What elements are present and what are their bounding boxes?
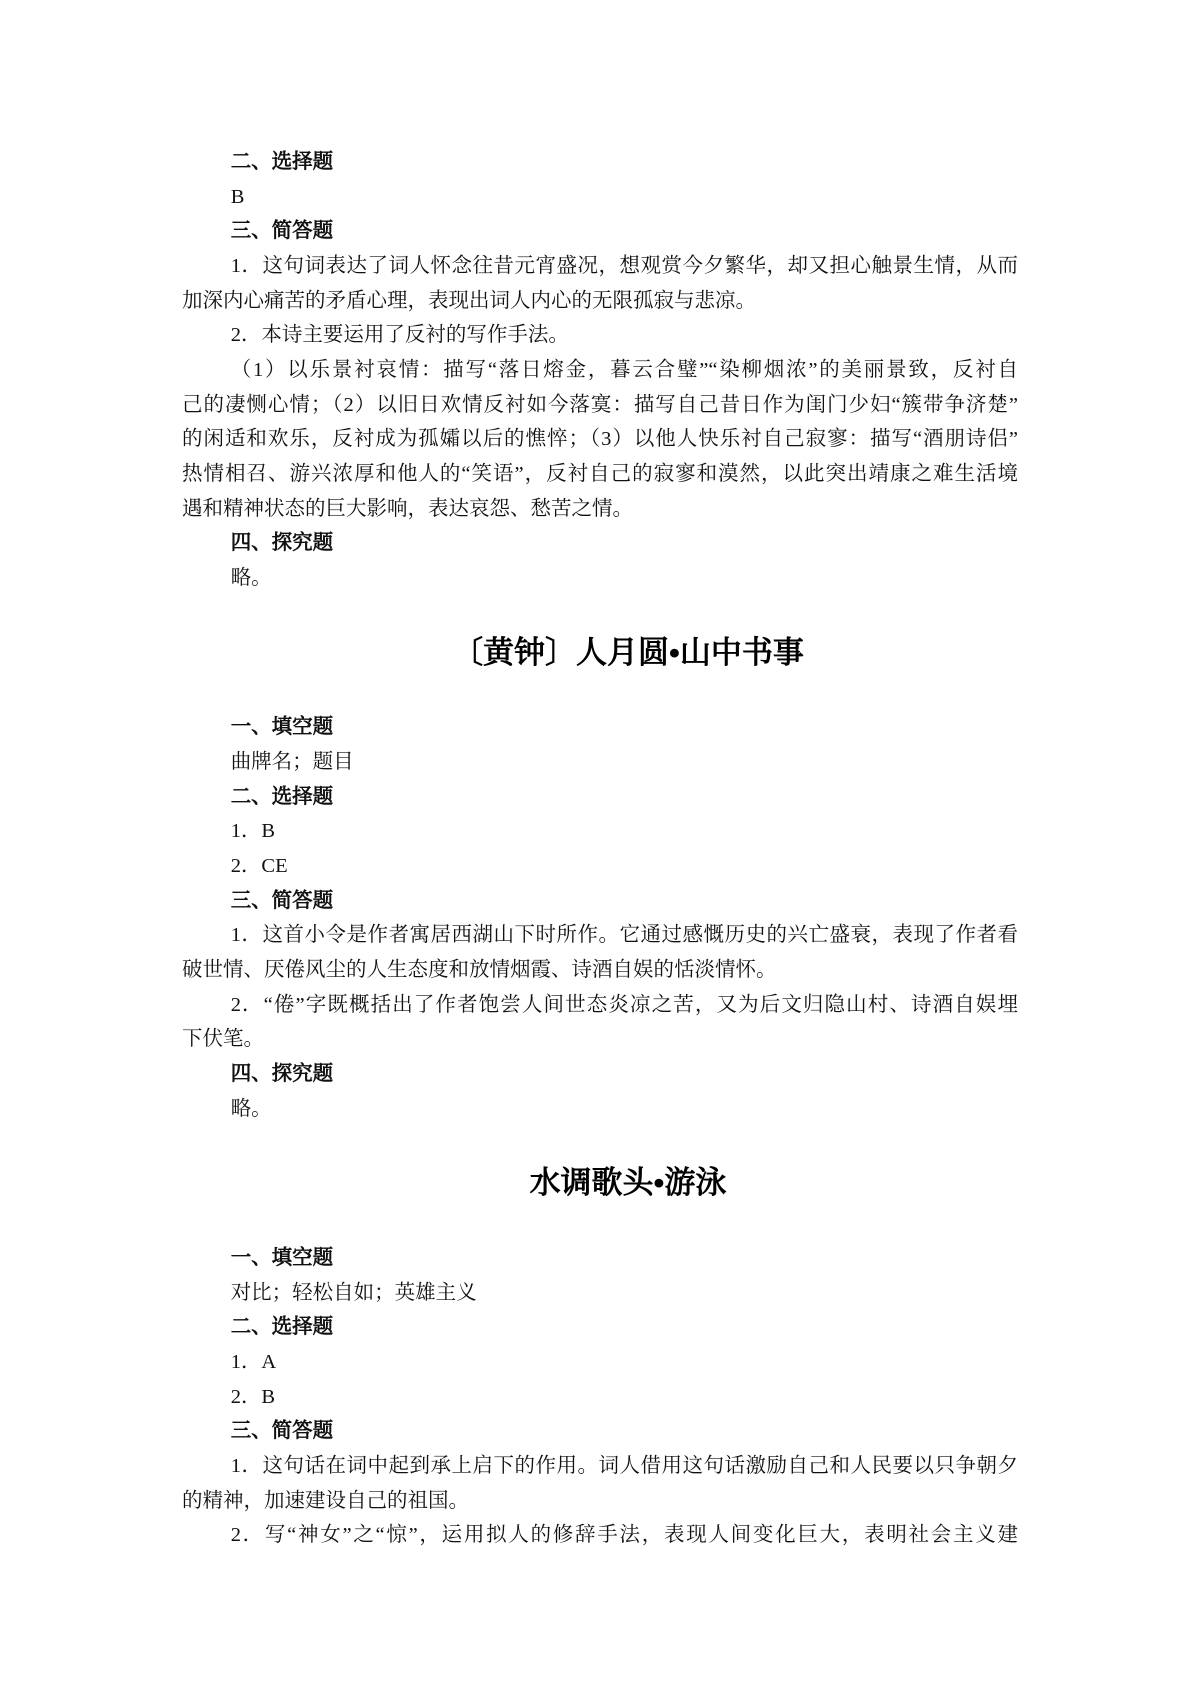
paragraph-line: 破世情、厌倦风尘的人生态度和放情烟霞、诗酒自娱的恬淡情怀。 [182,958,777,981]
answer-paragraph [182,1518,1018,1553]
answer-line: 略。 [230,1097,272,1120]
paragraph-line: 的闲适和欢乐，反衬成为孤孀以后的憔悴；（3）以他人快乐衬自己寂寥：描写“酒朋诗侣” [182,428,1018,451]
section-heading: 三、简答题 [230,1420,334,1443]
section-heading: 一、填空题 [230,716,334,739]
section-heading: 三、简答题 [230,889,334,912]
paragraph-line: 1．这句话在词中起到承上启下的作用。词人借用这句话激励自己和人民要以只争朝夕 [230,1454,1018,1477]
answer-line: B [230,185,245,208]
paragraph-line: 遇和精神状态的巨大影响，表达哀怨、愁苦之情。 [182,497,633,520]
answer-paragraph [182,918,1018,987]
paragraph-line: 热情相召、游兴浓厚和他人的“笑语”，反衬自己的寂寥和漠然，以此突出靖康之难生活境 [182,462,1018,485]
answer-line: 1．B [230,820,276,843]
answer-paragraph [182,249,1018,318]
answer-line: 曲牌名；题目 [230,750,354,773]
section-heading: 二、选择题 [230,785,334,808]
answer-paragraph [182,353,1018,526]
document-body [182,145,1018,1553]
section-title: 水调歌头•游泳 [529,1165,727,1201]
paragraph-line: 加深内心痛苦的矛盾心理，表现出词人内心的无限孤寂与悲凉。 [182,289,756,312]
paragraph-line: 1．这首小令是作者寓居西湖山下时所作。它通过感慨历史的兴亡盛衰，表现了作者看 [230,924,1018,947]
paragraph-line: 1．这句词表达了词人怀念往昔元宵盛况，想观赏今夕繁华，却又担心触景生情，从而 [230,254,1018,277]
section-heading: 四、探究题 [230,1062,334,1085]
paragraph-line: 2．本诗主要运用了反衬的写作手法。 [230,324,569,347]
section-heading: 一、填空题 [230,1247,334,1269]
section-heading: 二、选择题 [230,151,334,173]
paragraph-line: 2．写“神女”之“惊”，运用拟人的修辞手法，表现人间变化巨大，表明社会主义建 [230,1524,1018,1547]
paragraph-line: 己的凄恻心情；（2）以旧日欢情反衬如今落寞：描写自己昔日作为闺门少妇“簇带争济楚” [182,393,1018,416]
answer-line: 略。 [230,566,272,589]
answer-section [182,145,1018,596]
answer-line: 对比；轻松自如；英雄主义 [230,1281,477,1304]
section-heading: 二、选择题 [230,1316,334,1339]
paragraph-line: 下伏笔。 [182,1028,264,1051]
answer-section [182,1126,1018,1553]
answer-line: 2．CE [230,854,288,877]
answer-line: 1．A [230,1350,277,1373]
answer-section [182,596,1018,1127]
answer-line: 2．B [230,1385,276,1408]
paragraph-line: （1）以乐景衬哀情：描写“落日熔金，暮云合璧”“染柳烟浓”的美丽景致，反衬自 [230,358,1018,381]
section-heading: 四、探究题 [230,532,334,555]
section-heading: 三、简答题 [230,220,334,243]
answer-paragraph [182,1449,1018,1518]
paragraph-line: 2．“倦”字既概括出了作者饱尝人间世态炎凉之苦，又为后文归隐山村、诗酒自娱埋 [230,993,1018,1016]
answer-paragraph [182,988,1018,1057]
paragraph-line: 的精神，加速建设自己的祖国。 [182,1489,469,1512]
section-title: 〔黄钟〕人月圆•山中书事 [452,634,804,670]
answer-paragraph [182,318,1018,353]
